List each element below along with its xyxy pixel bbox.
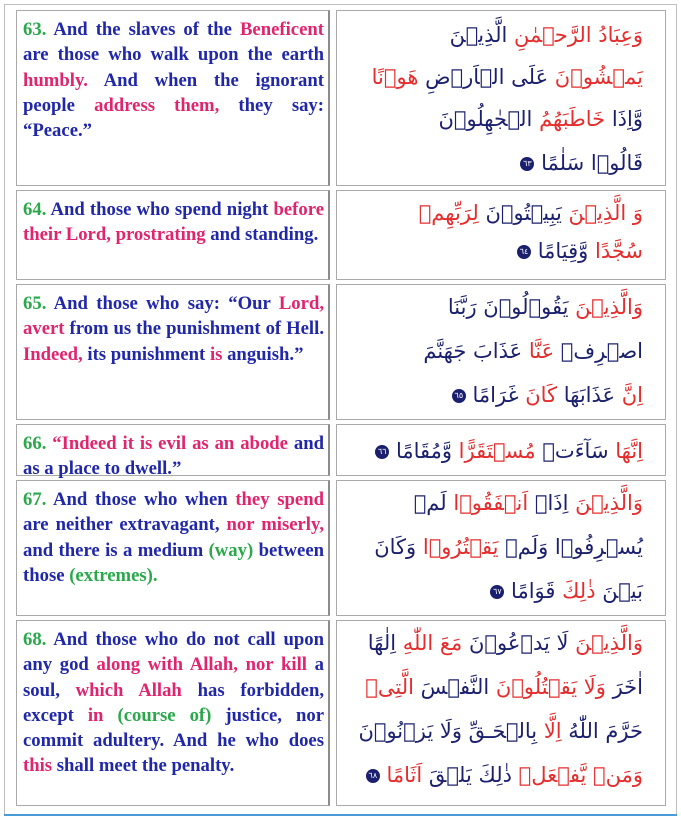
translation-segment: and as a place to dwell.” [23,433,324,480]
verse-number: 65. [23,293,47,314]
verse-number: 63. [23,19,47,40]
translation-segment: they say: “Peace.” [23,94,324,142]
arabic-segment: حَرَّمَ اللّٰهُ [561,719,643,743]
arabic-segment: بِالۡحَـقِّ وَلَا يَزۡنُوۡنَ [358,719,544,743]
english-translation-cell [16,190,330,280]
arabic-text-cell [336,424,666,476]
arabic-segment: وَمَنۡ يَّفۡعَلۡ [511,763,643,787]
arabic-segment: اٰخَرَ [605,675,643,699]
arabic-segment: يَقۡتُرُوۡا [422,535,499,559]
bottom-border [4,814,677,816]
english-translation-cell [16,284,330,420]
arabic-segment: قَالُوۡا سَلٰمًا [541,151,643,175]
translation-segment: nor kill [245,654,307,676]
arabic-segment: وَّقِيَامًا [537,239,595,263]
arabic-line [448,381,643,409]
arabic-segment: ذٰلِكَ [562,579,596,603]
translation-segment: between those [23,539,325,586]
verse-row [16,10,666,186]
ayah-number: ٦٤ [519,247,529,256]
arabic-segment: خَاطَبَهُمُ [539,107,606,131]
arabic-segment: لَمۡ [413,491,454,515]
arabic-line [371,437,643,465]
translation-segment: And those who when [53,489,236,510]
translation-segment: this [23,755,53,777]
translation-segment: Lord, [278,293,325,314]
ayah-number: ٦٥ [454,391,464,400]
english-translation-cell [16,480,330,616]
arabic-segment: وَكَانَ [374,535,423,559]
english-translation-text [17,191,328,248]
arabic-segment: اَثَامًا [386,763,423,787]
arabic-segment: وَ الَّذِيۡنَ [568,201,643,225]
arabic-line [362,761,643,789]
ayah-number: ٦٦ [377,447,387,456]
arabic-segment: اِلَّا [543,719,562,743]
arabic-segment: مُسۡتَقَرًّا [458,439,536,463]
arabic-segment: لَا يَدۡعُوۡنَ [462,631,576,655]
verse-row [16,284,666,420]
translation-segment: are neither extravagant, [23,514,227,536]
english-translation-text [17,425,328,482]
arabic-segment: هَوۡنًا [371,65,419,89]
arabic-line [438,105,643,133]
arabic-line [423,337,643,365]
arabic-segment: عَذَابَهَا [557,383,622,407]
arabic-line [414,489,643,517]
arabic-segment: مَعَ اللّٰهِ [402,631,463,655]
ayah-number: ٦٨ [368,771,378,780]
arabic-line [486,577,643,605]
translation-segment: (extremes). [69,564,158,586]
verse-row [16,424,666,480]
arabic-line [516,149,643,177]
arabic-segment: وَالَّذِيۡنَ [575,491,643,515]
translation-segment: Beneficent [239,19,325,40]
arabic-line [368,629,643,657]
translation-segment [238,654,246,675]
arabic-segment: يَلۡقَ [422,763,479,787]
translation-segment: has forbidden, except [23,679,325,726]
translation-segment: in [87,704,104,726]
arabic-segment: الَّذِيۡنَ [449,23,515,47]
arabic-text-cell [336,284,666,420]
translation-segment: they spend [235,489,324,510]
arabic-segment: اِنَّهَا [615,439,643,463]
translation-segment: And those who do not call upon any god [23,629,324,676]
verse-number: 67. [23,489,47,510]
arabic-segment: الۡجٰهِلُوۡنَ [438,107,540,131]
arabic-segment: وَالَّذِيۡنَ [575,295,643,319]
arabic-segment: سُجَّدًا [594,239,643,263]
arabic-segment: يَقُوۡلُوۡنَ رَبَّنَا [447,295,576,319]
arabic-segment: وَالَّذِيۡنَ [575,631,643,655]
verse-row [16,480,666,616]
translation-segment: which Allah [75,679,182,701]
arabic-line [513,237,643,265]
english-translation-cell [16,10,330,186]
arabic-segment: اصۡرِفۡ [554,339,643,363]
ayah-end-marker-icon [490,585,504,599]
translation-segment: nor miserly, [226,514,324,536]
arabic-text-cell [336,480,666,616]
translation-segment: And those who spend night [50,199,274,220]
translation-segment: And those who say: “Our [53,293,279,314]
ayah-end-marker-icon [520,157,534,171]
arabic-segment: اِلٰهًا [367,631,403,655]
arabic-line [365,673,643,701]
translation-segment: Indeed, [23,343,83,365]
translation-segment: before their Lord, [23,199,324,246]
arabic-segment: اِنَّ [621,383,643,407]
arabic-segment: عَذَابَ جَهَنَّمَ [423,339,529,363]
arabic-segment: لِرَبِّهِمۡ [418,201,479,225]
ayah-end-marker-icon [452,389,466,403]
verse-row [16,190,666,280]
arabic-segment: وَعِبَادُ الرَّحۡمٰنِ [514,23,643,47]
translation-segment: from us the punishment of Hell. [64,318,324,340]
translation-segment: abode [240,433,288,454]
arabic-segment: وَلَا يَقۡتُلُوۡنَ [495,675,606,699]
arabic-segment: عَنَّا [528,339,555,363]
arabic-line [450,21,643,49]
translation-segment: avert [23,318,65,340]
translation-segment: humbly. [23,69,88,91]
arabic-segment: كَانَ [525,383,558,407]
ayah-end-marker-icon [366,769,380,783]
verse-number: 68. [23,629,47,650]
english-translation-text [17,285,328,367]
english-translation-text [17,11,328,143]
arabic-segment: يَبِيۡتُوۡنَ [478,201,569,225]
translation-segment: (way) [208,539,254,561]
ayah-number: ٦٣ [523,159,532,168]
translation-segment: And when the ignorant people [23,69,324,116]
translation-segment: a soul, [23,654,324,701]
arabic-segment: يُسۡرِفُوۡا وَلَمۡ [498,535,643,559]
translation-segment: prostrating [115,224,206,246]
translation-segment: justice, nor commit adultery. [23,704,325,752]
arabic-segment: بَيۡنَ [595,579,643,603]
english-translation-cell [16,424,330,480]
arabic-segment: وَّمُقَامًا [395,439,459,463]
arabic-line [372,63,643,91]
english-translation-text [17,621,328,779]
english-translation-text [17,481,328,588]
translation-segment: and there is a medium [23,539,209,561]
arabic-segment: سَآءَتۡ [535,439,616,463]
arabic-line [419,199,643,227]
translation-segment: and standing. [205,224,319,246]
verse-number: 64. [23,199,47,220]
arabic-segment: اَنۡفَقُوۡا [453,491,529,515]
translation-segment: shall meet the penalty. [52,755,235,777]
arabic-segment: وَّاِذَا [605,107,643,131]
arabic-text-cell [336,620,666,806]
translation-segment: anguish.” [222,343,304,365]
verse-row [16,620,666,806]
arabic-segment: ذٰلِكَ [478,763,512,787]
translation-segment: And the slaves of the [53,19,240,40]
translation-segment: “Indeed it is evil as an [52,433,241,454]
translation-segment: is [209,343,223,365]
arabic-segment: النَّفۡسَ [413,675,496,699]
arabic-text-cell [336,190,666,280]
translation-segment: (course of) [117,704,212,726]
arabic-line [374,533,643,561]
arabic-segment: يَمۡشُوۡنَ [554,65,643,89]
verse-number: 66. [23,433,47,454]
arabic-line [448,293,643,321]
ayah-end-marker-icon [517,245,531,259]
translation-segment: are those who walk upon the earth [23,44,324,66]
translation-segment: along with Allah, [96,654,238,676]
ayah-number: ٦٧ [493,587,502,596]
arabic-segment: الَّتِىۡ [365,675,414,699]
arabic-segment: غَرَامًا [472,383,526,407]
arabic-segment: عَلَى الۡاَرۡضِ [418,65,555,89]
translation-segment: address them, [94,94,220,116]
english-translation-cell [16,620,330,806]
ayah-end-marker-icon [375,445,389,459]
arabic-segment: قَوَامًا [511,579,563,603]
translation-segment [103,705,117,726]
arabic-line [358,717,643,745]
translation-segment: its punishment [82,343,210,365]
arabic-segment: اِذَاۤ [528,491,576,515]
arabic-text-cell [336,10,666,186]
translation-segment: And he who does [172,730,324,752]
